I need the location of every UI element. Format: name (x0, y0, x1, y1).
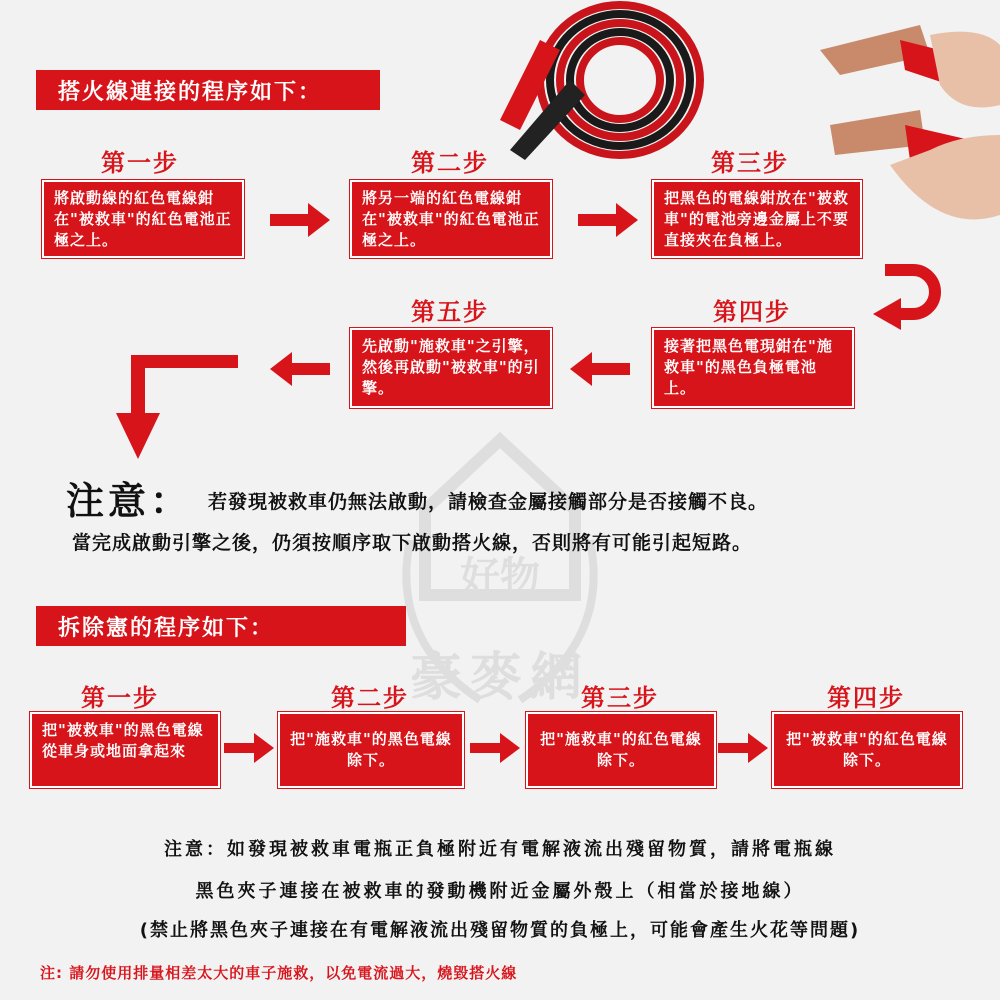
arrow-down-icon (108, 355, 248, 465)
note-title: 注意： (66, 479, 193, 523)
arrow-right-icon (718, 733, 768, 763)
arrow-right-icon (470, 733, 520, 763)
arrow-right-icon (270, 203, 330, 237)
remove-step-4-title: 第四步 (827, 684, 905, 712)
remove-step-2-title: 第二步 (331, 684, 409, 712)
warning-line-3: (禁止將黑色夾子連接在有電解液流出殘留物質的負極上，可能會產生火花等問題) (139, 920, 861, 941)
remove-step-3-box: 把"施救車"的紅色電線除下。 (526, 712, 716, 788)
watermark-text-2: 豪麥網 (409, 648, 590, 708)
remove-step-2-box: 把"施救車"的黑色電線除下。 (278, 712, 464, 788)
connect-step-5-title: 第五步 (411, 298, 489, 326)
connect-step-3-title: 第三步 (711, 149, 789, 177)
warning-line-2: 黑色夾子連接在被救車的發動機附近金屬外殼上（相當於接地線） (195, 881, 805, 902)
jumper-cable-coil-image (480, 0, 720, 165)
u-turn-arrow-icon (865, 262, 945, 332)
arrow-left-icon (270, 352, 330, 386)
connect-step-1-title: 第一步 (101, 149, 179, 177)
note-line-1: 若發現被救車仍無法啟動，請檢查金屬接觸部分是否接觸不良。 (208, 491, 769, 513)
connect-step-5-box: 先啟動"施救車"之引擎，然後再啟動"被救車"的引擎。 (350, 328, 552, 408)
connect-step-1-box: 將啟動線的紅色電線鉗在"被救車"的紅色電池正極之上。 (42, 180, 244, 258)
connect-step-2-title: 第二步 (411, 149, 489, 177)
remove-step-1-box: 把"被救車"的黑色電線從車身或地面拿起來 (30, 712, 220, 788)
connect-procedure-header: 搭火線連接的程序如下： (36, 70, 380, 110)
removal-procedure-header: 拆除憲的程序如下： (36, 606, 406, 646)
connect-step-4-box: 接著把黑色電現鉗在"施救車"的黑色負極電池上。 (652, 328, 854, 408)
warning-line-1: 注意：如發現被救車電瓶正負極附近有電解液流出殘留物質，請將電瓶線 (164, 839, 836, 860)
arrow-right-icon (578, 203, 638, 237)
connect-step-2-box: 將另一端的紅色電線鉗在"被救車"的紅色電池正極之上。 (350, 180, 552, 258)
note-line-2: 當完成啟動引擎之後，仍須按順序取下啟動搭火線，否則將有可能引起短路。 (72, 532, 753, 554)
footnote-warning: 注: 請勿使用排量相差太大的車子施救，以免電流過大，燒毀搭火線 (40, 964, 518, 982)
remove-step-1-title: 第一步 (81, 684, 159, 712)
remove-step-4-box: 把"被救車"的紅色電線除下。 (772, 712, 962, 788)
connect-step-4-title: 第四步 (713, 298, 791, 326)
arrow-right-icon (224, 733, 274, 763)
remove-step-3-title: 第三步 (581, 684, 659, 712)
connect-step-3-box: 把黑色的電線鉗放在"被救車"的電池旁邊金屬上不要直接夾在負極上。 (652, 180, 862, 258)
watermark (350, 420, 650, 720)
arrow-left-icon (570, 352, 630, 386)
watermark-text-1: 好物 (460, 554, 540, 600)
